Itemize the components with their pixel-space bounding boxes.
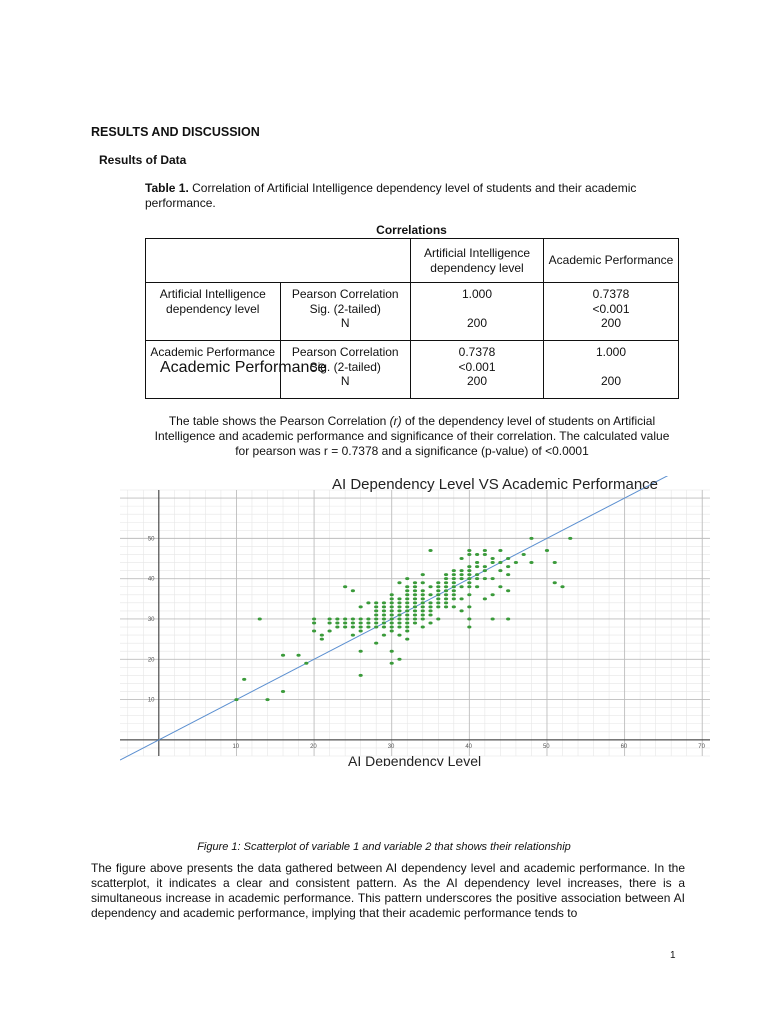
data-point bbox=[467, 593, 471, 596]
data-point bbox=[359, 622, 363, 625]
data-point bbox=[428, 549, 432, 552]
y-tick-label: 20 bbox=[147, 657, 155, 664]
data-point bbox=[405, 585, 409, 588]
cell-value: <0.001 bbox=[592, 301, 630, 316]
data-point bbox=[397, 622, 401, 625]
data-point bbox=[421, 613, 425, 616]
data-point bbox=[436, 605, 440, 608]
cell-value: 0.7378 bbox=[592, 287, 630, 301]
data-point bbox=[328, 617, 332, 620]
data-point bbox=[390, 597, 394, 600]
data-point bbox=[553, 561, 557, 564]
data-point bbox=[452, 573, 456, 576]
data-point bbox=[390, 613, 394, 616]
stat-label: N bbox=[340, 316, 350, 330]
data-point bbox=[428, 613, 432, 616]
data-point bbox=[467, 553, 471, 556]
data-point bbox=[506, 589, 510, 592]
data-point bbox=[413, 622, 417, 625]
data-point bbox=[374, 613, 378, 616]
data-point bbox=[374, 622, 378, 625]
data-point bbox=[390, 601, 394, 604]
data-point bbox=[491, 617, 495, 620]
data-point bbox=[483, 569, 487, 572]
data-point bbox=[390, 593, 394, 596]
data-point bbox=[390, 609, 394, 612]
data-point bbox=[491, 561, 495, 564]
cell-value bbox=[548, 360, 674, 375]
data-point bbox=[397, 581, 401, 584]
cell-value: 200 bbox=[466, 316, 488, 330]
data-point bbox=[498, 549, 502, 552]
data-point bbox=[491, 557, 495, 560]
data-point bbox=[382, 617, 386, 620]
data-point bbox=[459, 557, 463, 560]
data-point bbox=[265, 698, 269, 701]
data-point bbox=[475, 573, 479, 576]
data-point bbox=[459, 609, 463, 612]
data-point bbox=[498, 585, 502, 588]
x-tick-label: 20 bbox=[310, 743, 317, 750]
data-point bbox=[366, 626, 370, 629]
data-point bbox=[475, 565, 479, 568]
data-point bbox=[467, 605, 471, 608]
data-point bbox=[405, 626, 409, 629]
data-point bbox=[351, 589, 355, 592]
y-tick-label: 30 bbox=[147, 616, 155, 623]
data-point bbox=[444, 581, 448, 584]
data-point bbox=[359, 674, 363, 677]
stat-label: Pearson Correlation bbox=[291, 345, 399, 359]
data-point bbox=[568, 537, 572, 540]
data-point bbox=[405, 609, 409, 612]
data-point bbox=[413, 613, 417, 616]
data-point bbox=[529, 561, 533, 564]
x-tick-label: 40 bbox=[465, 743, 473, 750]
chart-title: AI Dependency Level VS Academic Performance bbox=[332, 476, 659, 493]
data-point bbox=[475, 553, 479, 556]
data-point bbox=[351, 617, 355, 620]
data-point bbox=[281, 690, 285, 693]
data-point bbox=[413, 597, 417, 600]
data-point bbox=[405, 630, 409, 633]
data-point bbox=[397, 609, 401, 612]
data-point bbox=[491, 577, 495, 580]
data-point bbox=[444, 589, 448, 592]
data-point bbox=[428, 585, 432, 588]
data-point bbox=[514, 561, 518, 564]
figure-caption: Figure 1: Scatterplot of variable 1 and variable 2 that shows their relationship bbox=[197, 841, 571, 853]
data-point bbox=[545, 549, 549, 552]
data-point bbox=[444, 593, 448, 596]
data-point bbox=[436, 617, 440, 620]
data-point bbox=[467, 617, 471, 620]
data-point bbox=[382, 601, 386, 604]
data-point bbox=[359, 617, 363, 620]
stat-label: Pearson Correlation bbox=[291, 287, 399, 301]
data-point bbox=[452, 593, 456, 596]
data-point bbox=[436, 585, 440, 588]
data-point bbox=[343, 617, 347, 620]
data-point bbox=[351, 626, 355, 629]
data-point bbox=[359, 605, 363, 608]
table-header-row bbox=[146, 239, 679, 283]
data-point bbox=[444, 585, 448, 588]
row-ap-values bbox=[544, 283, 679, 341]
data-point bbox=[335, 617, 339, 620]
table-empty-cell bbox=[146, 239, 281, 283]
data-point bbox=[483, 549, 487, 552]
data-point bbox=[397, 597, 401, 600]
cell-value: 1.000 bbox=[461, 287, 493, 301]
data-point bbox=[467, 569, 471, 572]
data-point bbox=[382, 605, 386, 608]
data-point bbox=[320, 638, 324, 641]
data-point bbox=[506, 557, 510, 560]
data-point bbox=[405, 597, 409, 600]
data-point bbox=[397, 613, 401, 616]
data-point bbox=[436, 601, 440, 604]
data-point bbox=[506, 617, 510, 620]
table-caption-text: Correlation of Artificial Intelligence dependency level of students and their academic performance. bbox=[145, 181, 637, 210]
data-point bbox=[444, 573, 448, 576]
data-point bbox=[397, 626, 401, 629]
data-point bbox=[374, 601, 378, 604]
data-point bbox=[281, 654, 285, 657]
data-point bbox=[343, 626, 347, 629]
scatter-chart bbox=[120, 476, 710, 766]
data-point bbox=[452, 581, 456, 584]
data-point bbox=[304, 662, 308, 665]
data-point bbox=[296, 654, 300, 657]
data-point bbox=[444, 577, 448, 580]
data-point bbox=[366, 601, 370, 604]
data-point bbox=[351, 634, 355, 637]
x-axis-label: AI Dependency Level bbox=[348, 753, 482, 766]
data-point bbox=[421, 609, 425, 612]
data-point bbox=[452, 589, 456, 592]
cell-value: 0.7378 bbox=[458, 345, 496, 359]
data-point bbox=[522, 553, 526, 556]
table-empty-cell bbox=[280, 239, 411, 283]
data-point bbox=[413, 605, 417, 608]
data-point bbox=[312, 617, 316, 620]
data-point bbox=[467, 585, 471, 588]
data-point bbox=[421, 597, 425, 600]
data-point bbox=[390, 662, 394, 665]
data-point bbox=[467, 581, 471, 584]
data-point bbox=[390, 650, 394, 653]
data-point bbox=[483, 553, 487, 556]
data-point bbox=[397, 634, 401, 637]
stat-label: Sig. (2-tailed) bbox=[309, 301, 381, 316]
data-point bbox=[366, 622, 370, 625]
data-point bbox=[328, 630, 332, 633]
cell-value: <0.001 bbox=[458, 359, 496, 374]
row-label: Artificial Intelligence dependency level bbox=[146, 283, 281, 341]
data-point bbox=[421, 626, 425, 629]
data-point bbox=[413, 589, 417, 592]
row-label: Academic Performance bbox=[146, 341, 281, 399]
section-title: RESULTS AND DISCUSSION bbox=[91, 125, 260, 139]
data-point bbox=[359, 626, 363, 629]
data-point bbox=[421, 605, 425, 608]
data-point bbox=[405, 605, 409, 608]
cell-value bbox=[415, 302, 539, 317]
row-ap-values bbox=[544, 341, 679, 399]
data-point bbox=[436, 581, 440, 584]
data-point bbox=[335, 622, 339, 625]
data-point bbox=[382, 609, 386, 612]
data-point bbox=[428, 605, 432, 608]
stat-label: N bbox=[340, 374, 350, 388]
data-point bbox=[413, 617, 417, 620]
row-ai-values bbox=[411, 341, 544, 399]
data-point bbox=[452, 585, 456, 588]
data-point bbox=[483, 597, 487, 600]
data-point bbox=[374, 605, 378, 608]
data-point bbox=[382, 634, 386, 637]
data-point bbox=[452, 605, 456, 608]
x-tick-label: 30 bbox=[387, 743, 395, 750]
data-point bbox=[459, 573, 463, 576]
data-point bbox=[374, 609, 378, 612]
data-point bbox=[382, 613, 386, 616]
data-point bbox=[428, 593, 432, 596]
data-point bbox=[436, 593, 440, 596]
data-point bbox=[498, 561, 502, 564]
data-point bbox=[428, 601, 432, 604]
stat-label: Sig. (2-tailed) bbox=[309, 359, 381, 374]
data-point bbox=[459, 577, 463, 580]
data-point bbox=[374, 626, 378, 629]
data-point bbox=[390, 622, 394, 625]
row-stats bbox=[280, 283, 411, 341]
paragraph-correlation bbox=[150, 414, 674, 459]
data-point bbox=[467, 577, 471, 580]
paragraph-italic-r: (r) bbox=[389, 414, 402, 428]
x-tick-label: 10 bbox=[232, 743, 240, 750]
data-point bbox=[242, 678, 246, 681]
header-ai-dependency: Artificial Intelligence dependency level bbox=[411, 239, 544, 283]
x-tick-label: 60 bbox=[620, 743, 628, 750]
data-point bbox=[397, 658, 401, 661]
data-point bbox=[382, 626, 386, 629]
data-point bbox=[405, 601, 409, 604]
data-point bbox=[491, 593, 495, 596]
data-point bbox=[405, 593, 409, 596]
data-point bbox=[452, 569, 456, 572]
data-point bbox=[366, 617, 370, 620]
data-point bbox=[428, 609, 432, 612]
data-point bbox=[467, 549, 471, 552]
data-point bbox=[475, 585, 479, 588]
data-point bbox=[421, 573, 425, 576]
data-point bbox=[444, 605, 448, 608]
cell-value: 200 bbox=[466, 374, 488, 388]
data-point bbox=[421, 589, 425, 592]
paragraph-text: The table shows the Pearson Correlation bbox=[168, 414, 390, 428]
y-tick-label: 50 bbox=[147, 536, 155, 543]
data-point bbox=[452, 597, 456, 600]
data-point bbox=[328, 622, 332, 625]
data-point bbox=[351, 622, 355, 625]
data-point bbox=[390, 626, 394, 629]
data-point bbox=[335, 626, 339, 629]
data-point bbox=[390, 617, 394, 620]
data-point bbox=[421, 593, 425, 596]
data-point bbox=[405, 638, 409, 641]
data-point bbox=[374, 642, 378, 645]
data-point bbox=[483, 565, 487, 568]
data-point bbox=[553, 581, 557, 584]
data-point bbox=[475, 577, 479, 580]
data-point bbox=[405, 577, 409, 580]
data-point bbox=[459, 597, 463, 600]
data-point bbox=[312, 622, 316, 625]
overlay-axis-label: Academic Performance bbox=[160, 359, 327, 376]
data-point bbox=[390, 605, 394, 608]
cell-value: 1.000 bbox=[595, 345, 627, 359]
table-row bbox=[146, 283, 679, 341]
data-point bbox=[436, 589, 440, 592]
data-point bbox=[506, 565, 510, 568]
data-point bbox=[467, 573, 471, 576]
data-point bbox=[436, 597, 440, 600]
data-point bbox=[560, 585, 564, 588]
data-point bbox=[359, 630, 363, 633]
data-point bbox=[343, 585, 347, 588]
data-point bbox=[413, 585, 417, 588]
data-point bbox=[413, 593, 417, 596]
cell-value: 200 bbox=[600, 374, 622, 388]
data-point bbox=[405, 589, 409, 592]
x-tick-label: 70 bbox=[698, 743, 705, 750]
data-point bbox=[444, 597, 448, 600]
paragraph-text: of the dependency level of students on Artificial Intelligence and academic performance and significance of their correlation. The calculated value for pearson was r = 0.7378 and a significance (p-value) of <0.0001 bbox=[154, 414, 670, 458]
data-point bbox=[397, 605, 401, 608]
data-point bbox=[529, 537, 533, 540]
data-point bbox=[343, 622, 347, 625]
data-point bbox=[475, 561, 479, 564]
correlations-title: Correlations bbox=[376, 223, 447, 237]
table-caption bbox=[145, 181, 675, 210]
data-point bbox=[498, 569, 502, 572]
subsection-title: Results of Data bbox=[99, 153, 187, 167]
data-point bbox=[413, 609, 417, 612]
table-caption-label: Table 1. bbox=[145, 181, 189, 195]
x-tick-label: 50 bbox=[542, 743, 550, 750]
scatter-chart-svg bbox=[120, 476, 710, 766]
data-point bbox=[459, 569, 463, 572]
data-point bbox=[444, 601, 448, 604]
data-point bbox=[320, 634, 324, 637]
data-point bbox=[397, 617, 401, 620]
data-point bbox=[421, 581, 425, 584]
paragraph-discussion: The figure above presents the data gathered between AI dependency level and academic performance. In the scatterplot, it indicates a clear and consistent pattern. As the AI dependency level increases, there is a simultaneous increase in academic performance. This pattern underscores the positive association between AI dependency and academic performance, implying that their academic performance tends to bbox=[91, 861, 685, 920]
data-point bbox=[382, 622, 386, 625]
data-point bbox=[258, 617, 262, 620]
y-tick-label: 40 bbox=[147, 576, 155, 583]
data-point bbox=[506, 573, 510, 576]
data-point bbox=[452, 577, 456, 580]
row-ai-values bbox=[411, 283, 544, 341]
data-point bbox=[397, 601, 401, 604]
data-point bbox=[405, 617, 409, 620]
data-point bbox=[421, 601, 425, 604]
data-point bbox=[234, 698, 238, 701]
data-point bbox=[483, 577, 487, 580]
data-point bbox=[413, 601, 417, 604]
data-point bbox=[421, 617, 425, 620]
header-academic-performance: Academic Performance bbox=[544, 239, 679, 283]
data-point bbox=[390, 630, 394, 633]
cell-value: 200 bbox=[600, 316, 622, 330]
data-point bbox=[312, 630, 316, 633]
data-point bbox=[405, 613, 409, 616]
data-point bbox=[359, 650, 363, 653]
data-point bbox=[405, 622, 409, 625]
data-point bbox=[467, 565, 471, 568]
data-point bbox=[413, 581, 417, 584]
y-tick-label: 10 bbox=[147, 697, 155, 704]
page-number: 1 bbox=[670, 950, 676, 961]
data-point bbox=[459, 585, 463, 588]
data-point bbox=[374, 617, 378, 620]
data-point bbox=[428, 622, 432, 625]
data-point bbox=[467, 626, 471, 629]
